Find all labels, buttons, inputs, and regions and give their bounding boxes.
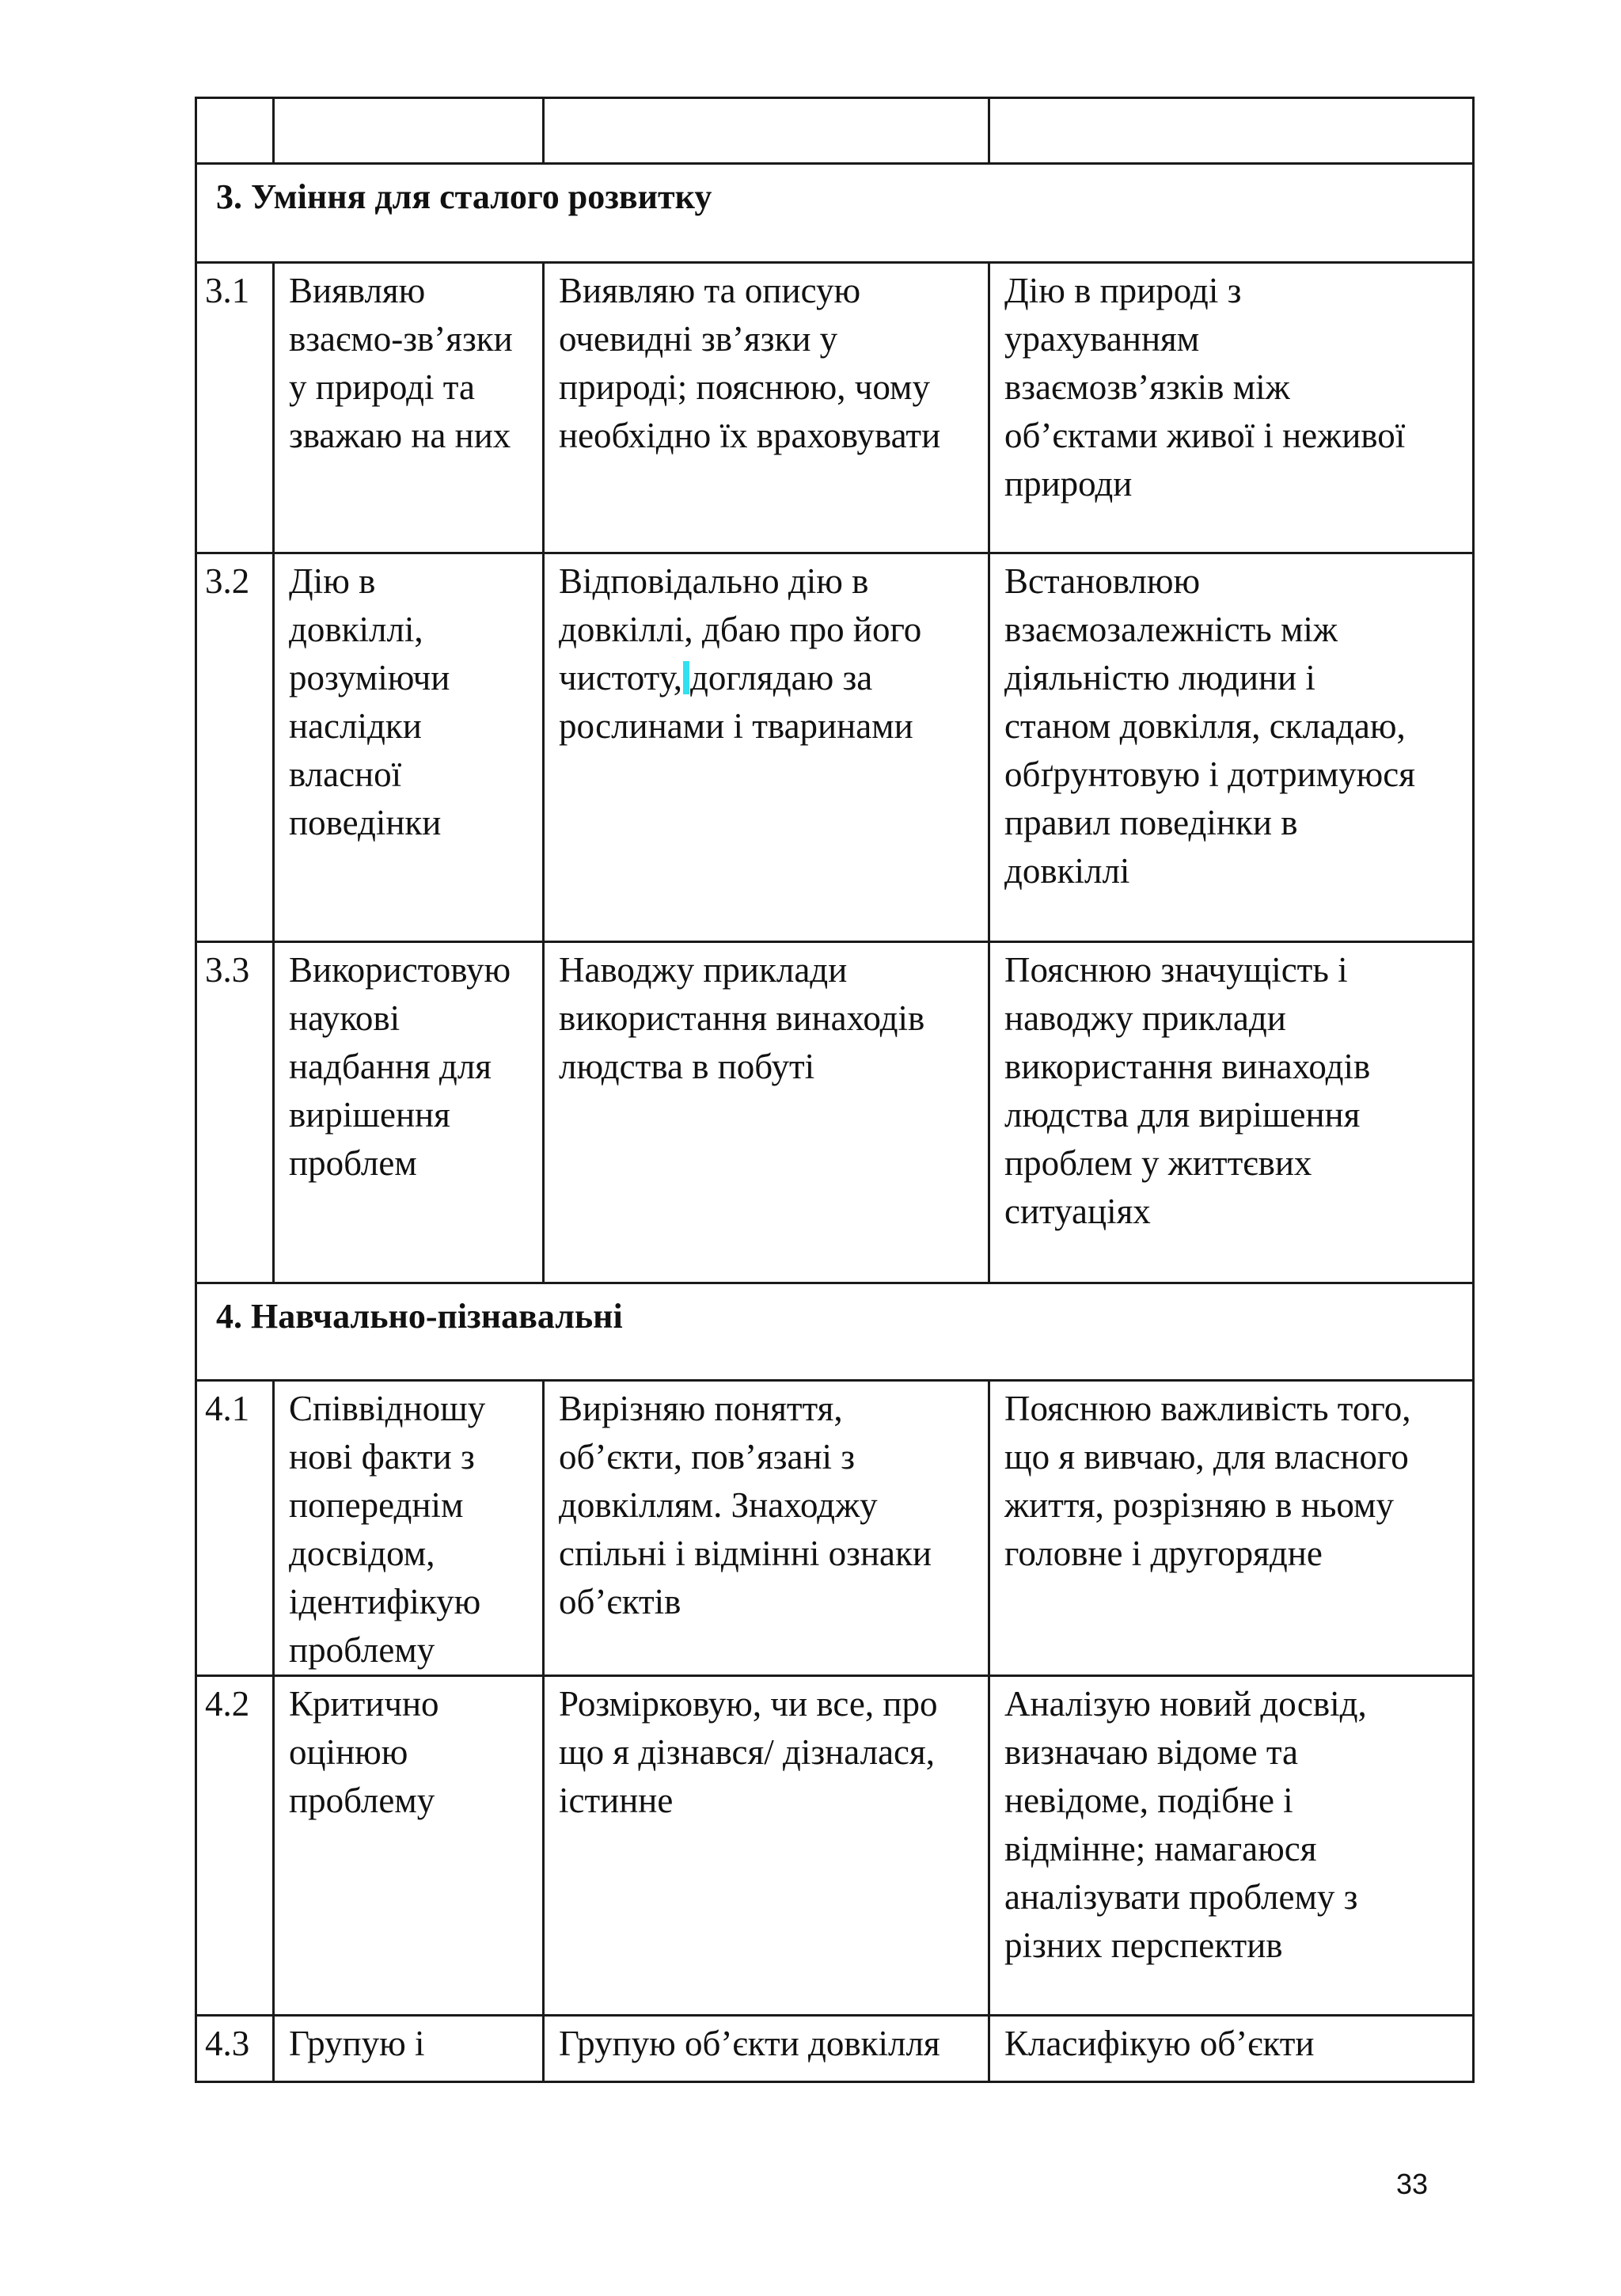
basic-text-part-1: Відповідально дію в довкіллі, дбаю про його чистоту, bbox=[559, 561, 922, 698]
basic-level-cell: Розмірковую, чи все, про що я дізнався/ дізналася, істинне bbox=[544, 1676, 989, 2016]
empty-cell bbox=[274, 98, 544, 164]
skill-cell: Критично оцінюю проблему bbox=[274, 1676, 544, 2016]
advanced-level-cell: Класифікую об’єкти bbox=[989, 2016, 1474, 2082]
row-number: 4.2 bbox=[196, 1676, 274, 2016]
basic-level-cell: Наводжу приклади використання винаходів людства в побуті bbox=[544, 942, 989, 1283]
competency-table bbox=[195, 97, 1475, 2083]
row-number: 3.1 bbox=[196, 263, 274, 553]
empty-cell bbox=[196, 98, 274, 164]
table-row bbox=[196, 1381, 1474, 1676]
skill-cell: Групую і bbox=[274, 2016, 544, 2082]
basic-level-cell: Групую об’єкти довкілля bbox=[544, 2016, 989, 2082]
skill-cell: Використовую наукові надбання для вирішення проблем bbox=[274, 942, 544, 1283]
row-number: 4.1 bbox=[196, 1381, 274, 1676]
basic-text-part-2: доглядаю за рослинами і тваринами bbox=[559, 658, 913, 746]
section-title: 3. Уміння для сталого розвитку bbox=[196, 164, 1474, 263]
row-number: 4.3 bbox=[196, 2016, 274, 2082]
advanced-level-cell: Пояснюю значущість і наводжу приклади використання винаходів людства для вирішення проблем у життєвих ситуаціях bbox=[989, 942, 1474, 1283]
page-number: 33 bbox=[1396, 2168, 1429, 2200]
skill-cell: Дію в довкіллі, розуміючи наслідки власної поведінки bbox=[274, 553, 544, 942]
section-header-row bbox=[196, 164, 1474, 263]
basic-level-cell: Виявляю та описую очевидні зв’язки у природі; пояснюю, чому необхідно їх враховувати bbox=[544, 263, 989, 553]
text-cursor-highlight bbox=[683, 661, 689, 694]
table-row bbox=[196, 553, 1474, 942]
advanced-level-cell: Дію в природі з урахуванням взаємозв’язків між об’єктами живої і неживої природи bbox=[989, 263, 1474, 553]
table-row bbox=[196, 942, 1474, 1283]
basic-level-cell bbox=[544, 553, 989, 942]
advanced-level-cell: Аналізую новий досвід, визначаю відоме та невідоме, подібне і відмінне; намагаюся аналізувати проблему з різних перспектив bbox=[989, 1676, 1474, 2016]
table-row-top-empty bbox=[196, 98, 1474, 164]
row-number: 3.3 bbox=[196, 942, 274, 1283]
section-header-row bbox=[196, 1283, 1474, 1381]
row-number: 3.2 bbox=[196, 553, 274, 942]
advanced-level-cell: Пояснюю важливість того, що я вивчаю, для власного життя, розрізняю в ньому головне і другорядне bbox=[989, 1381, 1474, 1676]
empty-cell bbox=[544, 98, 989, 164]
empty-cell bbox=[989, 98, 1474, 164]
advanced-level-cell: Встановлюю взаємозалежність між діяльністю людини і станом довкілля, складаю, обґрунтовую і дотримуюся правил поведінки в довкіллі bbox=[989, 553, 1474, 942]
table-row bbox=[196, 1676, 1474, 2016]
basic-level-cell: Вирізняю поняття, об’єкти, пов’язані з довкіллям. Знаходжу спільні і відмінні ознаки об’єктів bbox=[544, 1381, 989, 1676]
table-row bbox=[196, 2016, 1474, 2082]
skill-cell: Виявляю взаємо-зв’язки у природі та зважаю на них bbox=[274, 263, 544, 553]
skill-cell: Співвідношу нові факти з попереднім досвідом, ідентифікую проблему bbox=[274, 1381, 544, 1676]
table-row bbox=[196, 263, 1474, 553]
section-title: 4. Навчально-пізнавальні bbox=[196, 1283, 1474, 1381]
